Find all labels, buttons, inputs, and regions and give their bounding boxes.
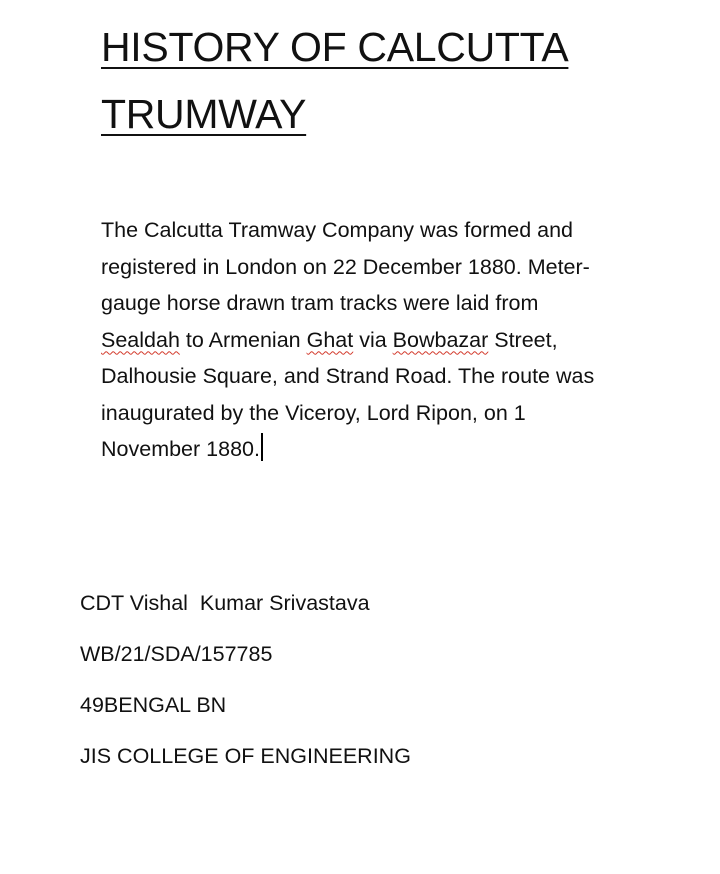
misspelled-word-sealdah[interactable]: Sealdah xyxy=(101,327,180,352)
paragraph-line: registered in London on 22 December 1880. Meter- xyxy=(101,254,590,279)
paragraph-line: Dalhousie Square, and Strand Road. The route was xyxy=(101,364,595,388)
misspelled-word-ghat[interactable]: Ghat xyxy=(306,327,354,352)
paragraph-line: gauge horse drawn tram tracks were laid from xyxy=(101,291,539,315)
cadet-name: CDT Vishal Kumar Srivastava xyxy=(80,591,370,615)
paragraph-text: via xyxy=(353,327,393,352)
paragraph-text: November 1880. xyxy=(101,437,260,461)
paragraph-line: The Calcutta Tramway Company was formed and xyxy=(101,218,574,242)
document-title xyxy=(101,14,661,148)
title-line-1: HISTORY OF CALCUTTA xyxy=(101,24,569,70)
history-paragraph[interactable] xyxy=(101,212,661,468)
paragraph-line xyxy=(101,322,661,359)
paragraph-line xyxy=(101,431,661,468)
college-name: JIS COLLEGE OF ENGINEERING xyxy=(80,744,411,768)
text-cursor xyxy=(261,433,263,461)
paragraph-text: Street, xyxy=(488,327,558,352)
paragraph-line: inaugurated by the Viceroy, Lord Ripon, on 1 xyxy=(101,400,526,425)
regimental-number: WB/21/SDA/157785 xyxy=(80,642,273,666)
misspelled-word-bowbazar[interactable]: Bowbazar xyxy=(392,327,489,352)
paragraph-text: to Armenian xyxy=(179,327,307,352)
unit-name: 49BENGAL BN xyxy=(80,693,227,717)
title-line-2: TRUMWAY xyxy=(101,91,307,137)
